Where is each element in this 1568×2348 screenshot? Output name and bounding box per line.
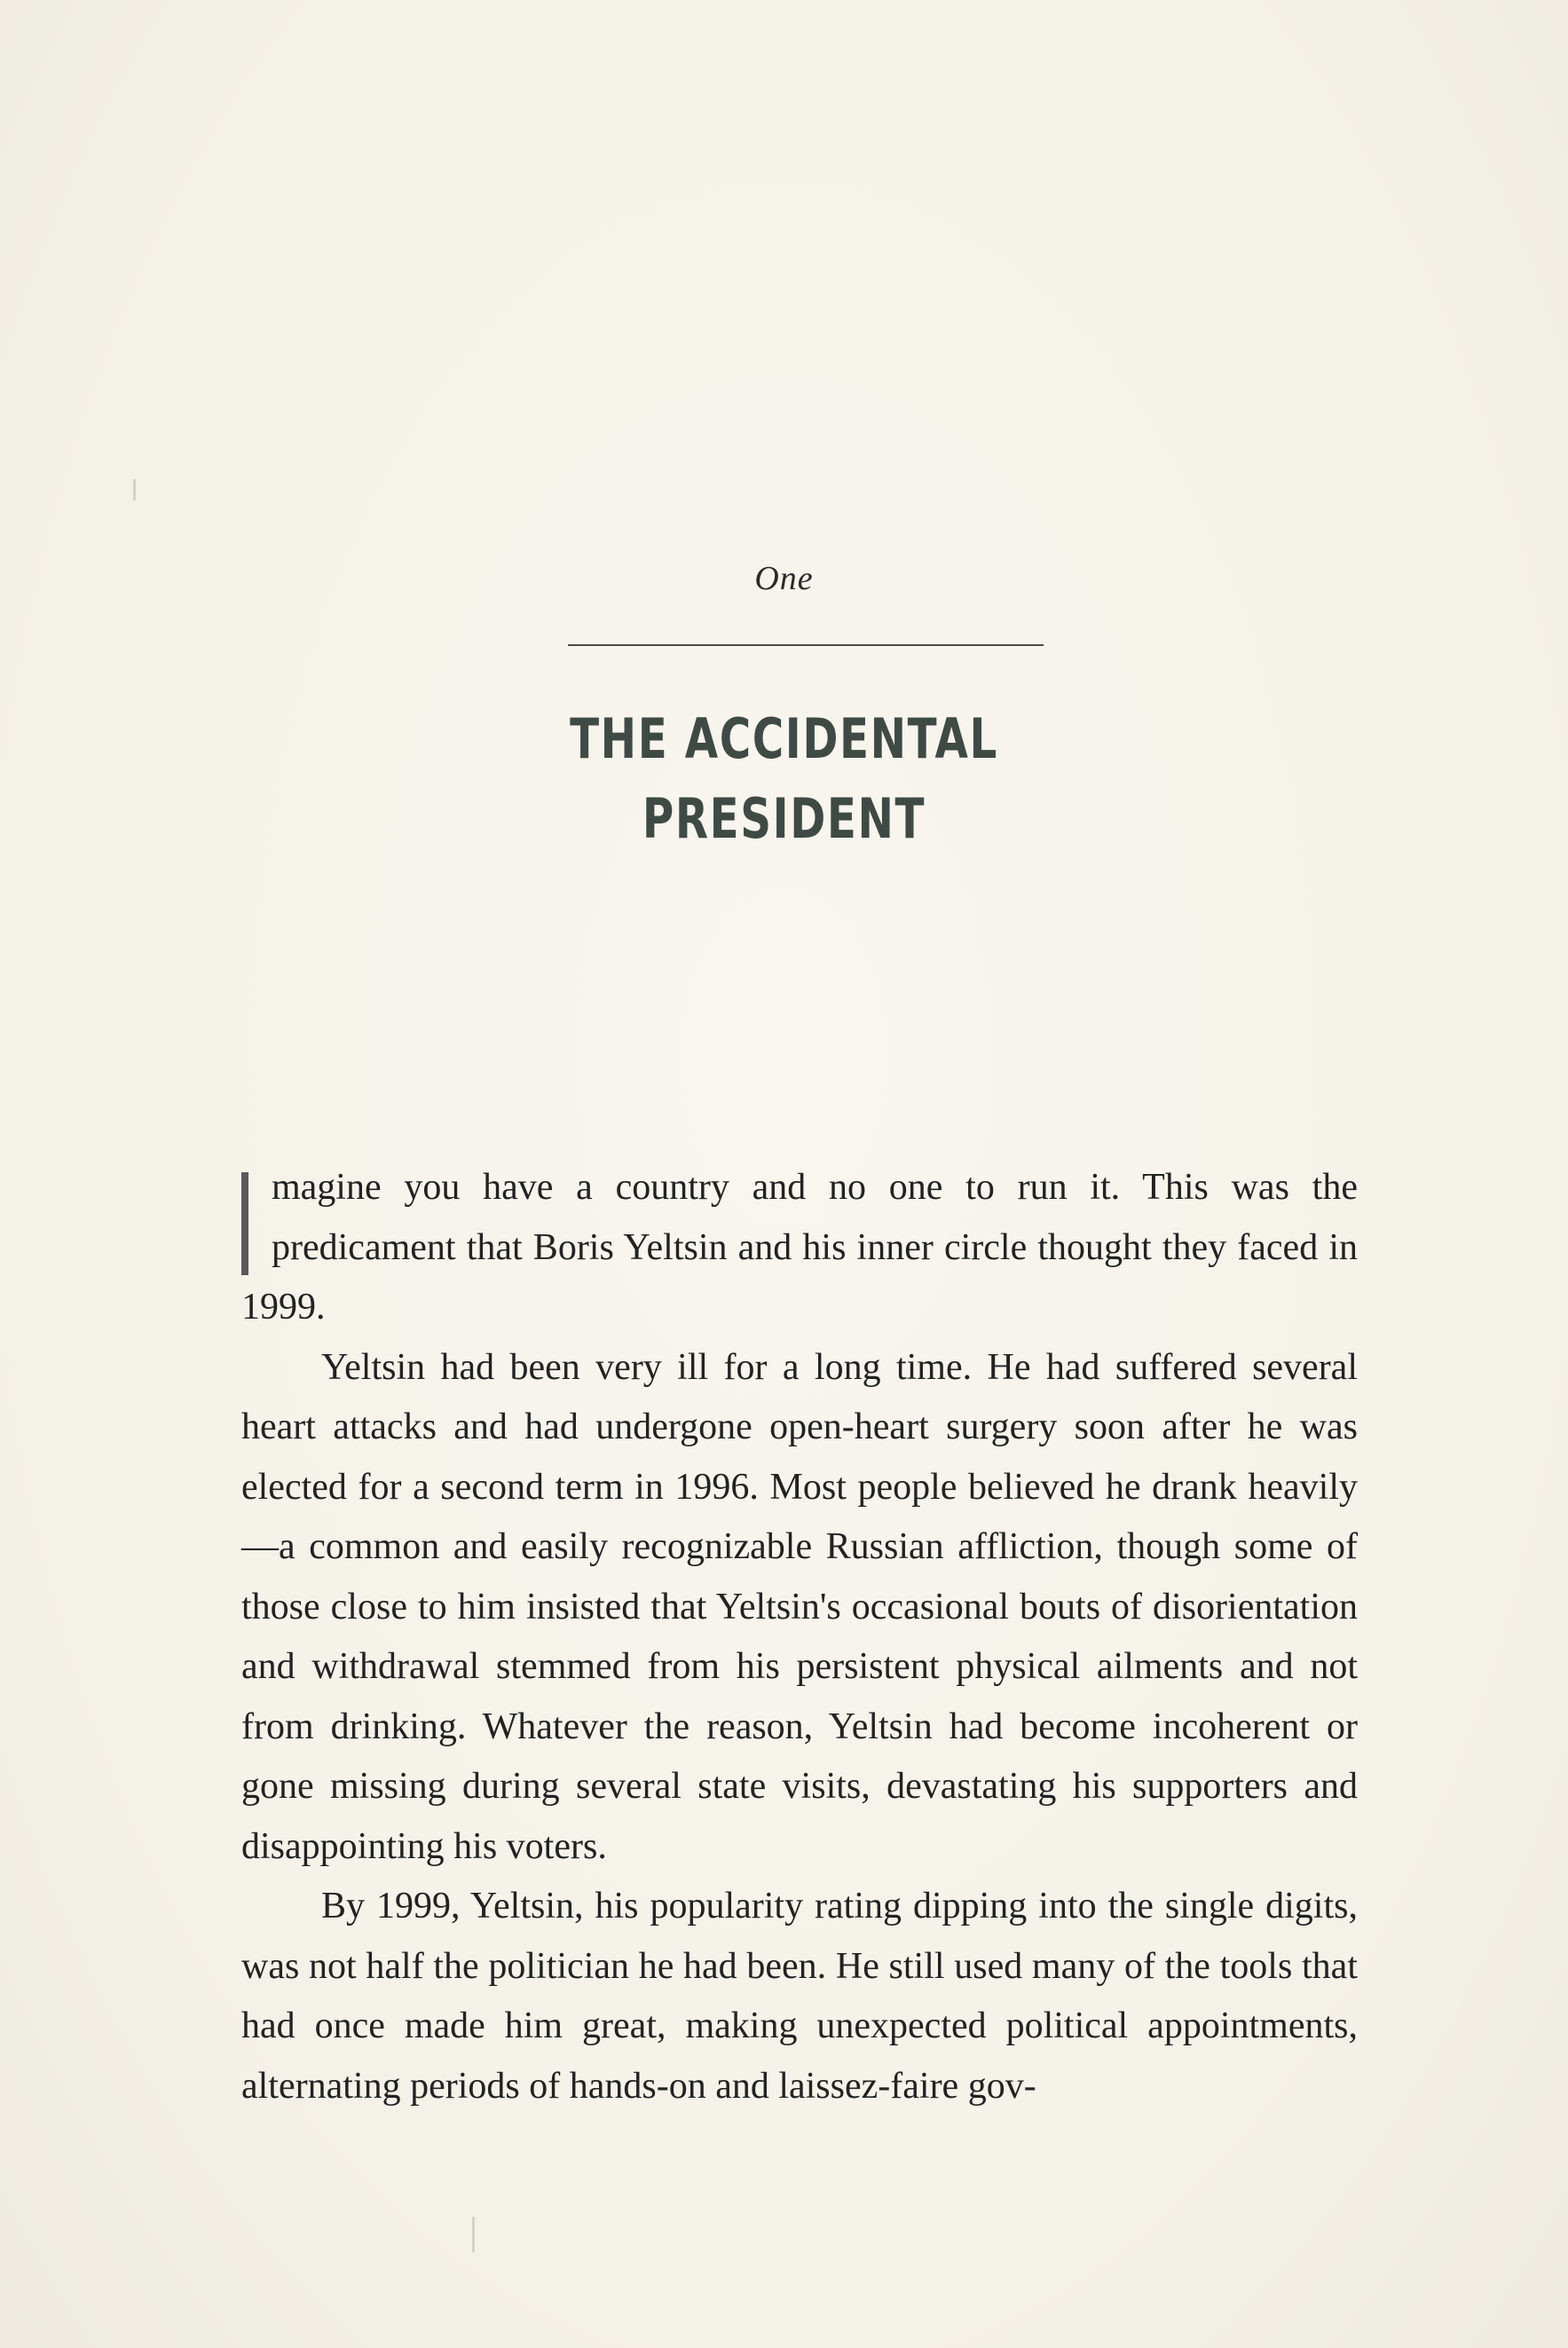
chapter-title: [172, 699, 1395, 859]
drop-cap-bar: [241, 1172, 248, 1275]
paragraph: [241, 1158, 1358, 1338]
scan-mark: [472, 2217, 475, 2252]
chapter-number: One: [754, 560, 814, 597]
paragraph-text: magine you have a country and no one to run it. This was the predicament that Boris Yeltsin and his inner circle thought they faced in 1999.: [241, 1167, 1358, 1328]
chapter-title-line2: PRESIDENT: [642, 786, 926, 851]
scan-mark: [133, 479, 136, 500]
chapter-body: [241, 1158, 1358, 2116]
paragraph: Yeltsin had been very ill for a long time. He had suffered several heart attacks and had undergone open-heart surgery soon after he was elected for a second term in 1996. Most people believed he drank heavily—a common and easily recognizable Russian affliction, though some of those close to him insisted that Yeltsin's occasional bouts of disorientation and withdrawal stemmed from his persistent physical ailments and not from drinking. Whatever the reason, Yeltsin had become incoherent or gone missing during several state visits, devastating his supporters and disappointing his voters.: [241, 1346, 1358, 1867]
paragraph: By 1999, Yeltsin, his popularity rating dipping into the single digits, was not half the politician he had been. He still used many of the tools that had once made him great, making unexpected political appointments, alternating periods of hands-on and laissez-faire gov-: [241, 1886, 1358, 2107]
chapter-title-line1: THE ACCIDENTAL: [570, 706, 998, 771]
chapter-divider: [568, 644, 1044, 646]
